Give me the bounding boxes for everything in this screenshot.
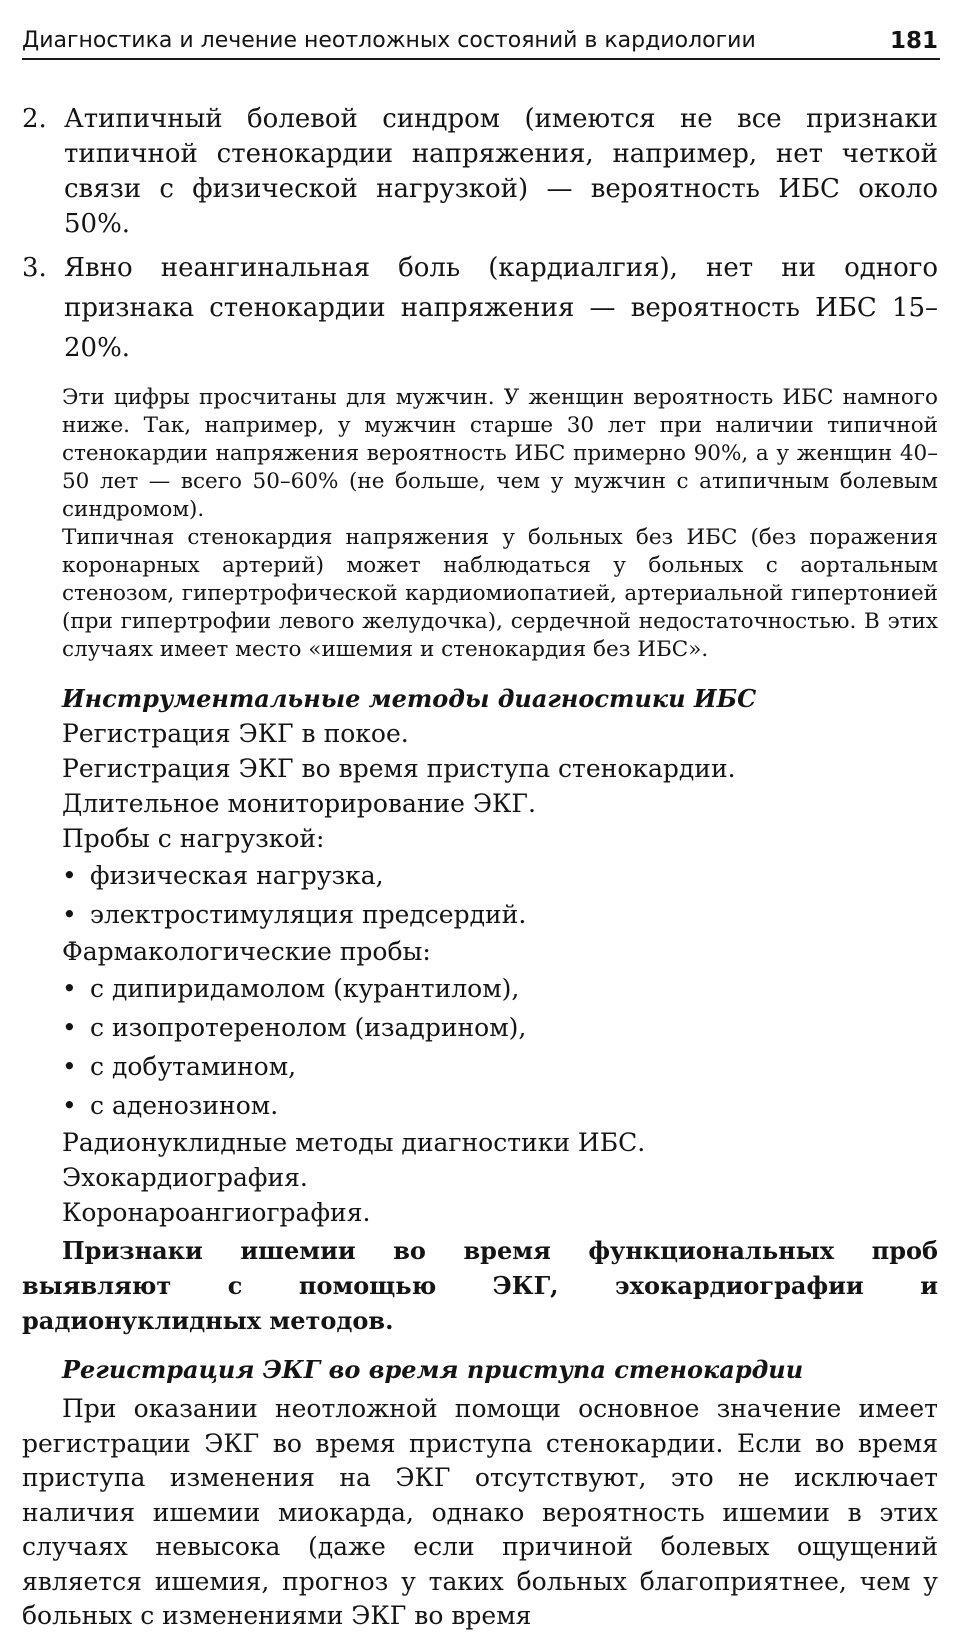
item-number: 3. [22,253,47,283]
method-item: Регистрация ЭКГ в покое. [62,719,409,748]
method-list [22,716,938,856]
item-number: 2. [22,104,47,134]
bold-statement: Признаки ишемии во время функциональных проб выявляют с помощью ЭКГ, эхокардиографии и радионуклидных методов. [22,1236,938,1335]
item-text: Атипичный болевой синдром (имеются не все признаки типичной стенокардии напряжения, например, нет четкой связи с физической нагрузкой) — вероятность ИБС около 50%. [64,104,938,239]
bullet-item: • с дипиридамолом (курантилом), [62,969,938,1008]
bullet-item: • с добутамином, [62,1047,938,1086]
load-test-list [22,856,938,934]
running-header [22,24,940,60]
subsection-heading: Регистрация ЭКГ во время приступа стенокардии [62,1355,804,1384]
bullet-item: • с аденозином. [62,1086,938,1125]
bullet-item: • с изопротеренолом (изадрином), [62,1008,938,1047]
item-text: Явно неангинальная боль (кардиалгия), нет ни одного признака стенокардии напряжения — вероятность ИБС 15–20%. [64,253,938,363]
numbered-item [22,248,938,368]
body-paragraph: При оказании неотложной помощи основное значение имеет регистрации ЭКГ во время приступа стенокардии. Если во время приступа изменения на ЭКГ отсутствуют, это не исключает наличия ишемии миокарда, однако вероятность ишемии в этих случаях невысока (даже если причиной болевых ощущений является ишемия, прогноз у таких больных благоприятнее, чем у больных с изменениями ЭКГ во время [22,1394,938,1630]
bullet-item: • физическая нагрузка, [62,856,938,895]
page-content [22,102,938,1634]
method-item: Коронароангиография. [62,1198,371,1227]
method-list [22,934,938,969]
note-paragraph: Эти цифры просчитаны для мужчин. У женщин вероятность ИБС намного ниже. Так, например, у мужчин старше 30 лет при наличии типичной стенокардии напряжения вероятность ИБС примерно 90%, а у женщин 40–50 лет — всего 50–60% (не больше, чем у мужчин с атипичным болевым синдромом). [62,385,938,522]
bullet-item: • электростимуляция предсердий. [62,895,938,934]
note-paragraph: Типичная стенокардия напряжения у больных без ИБС (без поражения коронарных артерий) может наблюдаться у больных с аортальным стенозом, гипертрофической кардиомиопатией, артериальной гипертонией (при гипертрофии левого желудочка), сердечной недостаточностью. В этих случаях имеет место «ишемия и стенокардия без ИБС». [62,525,938,662]
section-heading: Инструментальные методы диагностики ИБС [62,684,757,713]
method-item: Радионуклидные методы диагностики ИБС. [62,1128,646,1157]
pharm-test-list [22,969,938,1125]
page-number: 181 [889,28,938,54]
method-item: Регистрация ЭКГ во время приступа стенокардии. [62,754,736,783]
running-title: Диагностика и лечение неотложных состояний в кардиологии [22,28,756,53]
method-list [22,1125,938,1230]
method-item: Длительное мониторирование ЭКГ. [62,789,536,818]
small-print-note [22,384,938,664]
method-item: Пробы с нагрузкой: [62,824,325,853]
numbered-item [22,102,938,242]
method-item: Фармакологические пробы: [62,937,431,966]
method-item: Эхокардиография. [62,1163,308,1192]
